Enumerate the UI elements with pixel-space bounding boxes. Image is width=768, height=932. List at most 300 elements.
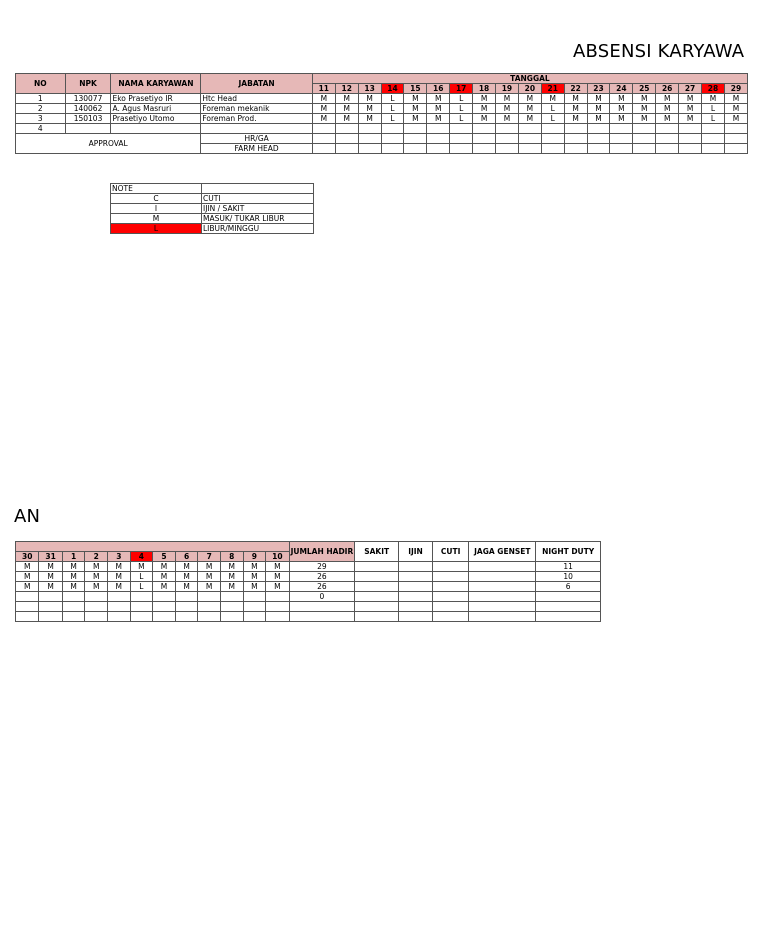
genset-value [469, 572, 536, 582]
attendance-cell: M [610, 114, 633, 124]
signature-cell [473, 134, 496, 144]
signature-cell [450, 134, 473, 144]
signature-cell [587, 134, 610, 144]
attendance-cell: L [702, 104, 725, 114]
employee-row [16, 104, 748, 114]
ijin-value [399, 562, 433, 572]
signature-cell [518, 134, 541, 144]
attendance-cell: M [358, 104, 381, 114]
attendance-cell: M [564, 94, 587, 104]
attendance-cell: M [427, 104, 450, 114]
attendance-cell: M [564, 114, 587, 124]
attendance-cell: M [587, 94, 610, 104]
attendance-cell: M [39, 562, 62, 572]
signature-cell [62, 612, 85, 622]
signature-cell [633, 144, 656, 154]
attendance-cell: M [518, 104, 541, 114]
attendance-cell: L [450, 94, 473, 104]
attendance-cell: M [153, 582, 176, 592]
attendance-cell: M [702, 94, 725, 104]
date-header: 25 [633, 84, 656, 94]
employee-no: 3 [16, 114, 66, 124]
header-jumlah-hadir: JUMLAH HADIR [289, 542, 355, 562]
employee-npk [65, 124, 111, 134]
attendance-cell: M [404, 94, 427, 104]
attendance-summary-table [15, 541, 601, 622]
note-desc: CUTI [202, 194, 314, 204]
header-jaga-genset: JAGA GENSET [469, 542, 536, 562]
date-header: 3 [108, 552, 131, 562]
employee-no: 1 [16, 94, 66, 104]
note-desc: LIBUR/MINGGU [202, 224, 314, 234]
signature-cell [153, 612, 176, 622]
attendance-cell [381, 124, 404, 134]
attendance-cell [427, 124, 450, 134]
attendance-cell: M [153, 562, 176, 572]
date-header: 9 [243, 552, 266, 562]
attendance-cell: M [130, 562, 153, 572]
attendance-cell: M [108, 572, 131, 582]
employee-jabatan [201, 124, 313, 134]
attendance-cell: M [633, 94, 656, 104]
attendance-cell: M [541, 94, 564, 104]
summary-empty-cell [469, 602, 536, 612]
date-header: 14 [381, 84, 404, 94]
note-row [111, 214, 314, 224]
attendance-cell [450, 124, 473, 134]
employee-row [16, 562, 601, 572]
employee-name: Prasetiyo Utomo [111, 114, 201, 124]
signature-cell [16, 602, 39, 612]
note-title: NOTE [111, 184, 202, 194]
date-header: 12 [335, 84, 358, 94]
attendance-cell: M [679, 104, 702, 114]
signature-cell [450, 144, 473, 154]
attendance-cell [656, 124, 679, 134]
attendance-cell [541, 124, 564, 134]
signature-cell [610, 134, 633, 144]
date-header: 1 [62, 552, 85, 562]
signature-cell [587, 144, 610, 154]
attendance-cell: M [633, 104, 656, 114]
employee-jabatan: Foreman mekanik [201, 104, 313, 114]
signature-cell [175, 602, 198, 612]
attendance-cell: M [724, 104, 747, 114]
signature-cell [266, 612, 289, 622]
attendance-cell [198, 592, 221, 602]
signature-cell [702, 144, 725, 154]
sakit-value [355, 592, 399, 602]
signature-cell [266, 602, 289, 612]
attendance-cell: M [724, 114, 747, 124]
attendance-cell: M [266, 572, 289, 582]
note-desc: MASUK/ TUKAR LIBUR [202, 214, 314, 224]
attendance-cell: M [587, 114, 610, 124]
attendance-cell: M [108, 582, 131, 592]
attendance-cell: M [335, 114, 358, 124]
header-row [16, 74, 748, 84]
attendance-cell [702, 124, 725, 134]
attendance-cell: M [633, 114, 656, 124]
note-row [111, 204, 314, 214]
attendance-cell: M [473, 94, 496, 104]
attendance-cell: M [656, 104, 679, 114]
approval-row [16, 602, 601, 612]
signature-cell [108, 602, 131, 612]
header-night-duty: NIGHT DUTY [536, 542, 601, 562]
attendance-cell: M [243, 582, 266, 592]
employee-row [16, 114, 748, 124]
attendance-cell: M [656, 94, 679, 104]
signature-cell [335, 134, 358, 144]
attendance-cell: M [724, 94, 747, 104]
approval-row [16, 134, 748, 144]
night-duty-value: 11 [536, 562, 601, 572]
date-header: 27 [679, 84, 702, 94]
date-header: 16 [427, 84, 450, 94]
date-header: 30 [16, 552, 39, 562]
employee-row [16, 124, 748, 134]
signature-cell [541, 134, 564, 144]
signature-cell [541, 144, 564, 154]
attendance-cell: M [175, 562, 198, 572]
attendance-cell: M [312, 94, 335, 104]
attendance-cell [312, 124, 335, 134]
signature-cell [610, 144, 633, 154]
summary-empty-cell [469, 612, 536, 622]
signature-cell [702, 134, 725, 144]
attendance-cell: M [610, 94, 633, 104]
signature-cell [312, 134, 335, 144]
attendance-cell: M [266, 562, 289, 572]
attendance-cell: M [427, 94, 450, 104]
attendance-cell: M [335, 94, 358, 104]
jumlah-hadir-value: 29 [289, 562, 355, 572]
signature-cell [633, 134, 656, 144]
attendance-cell: M [39, 582, 62, 592]
attendance-cell: M [358, 94, 381, 104]
signature-cell [16, 612, 39, 622]
attendance-cell: M [243, 562, 266, 572]
jumlah-hadir-value: 0 [289, 592, 355, 602]
attendance-cell: M [518, 94, 541, 104]
attendance-cell: M [62, 582, 85, 592]
date-header: 24 [610, 84, 633, 94]
signature-cell [381, 134, 404, 144]
signature-cell [358, 144, 381, 154]
attendance-cell [266, 592, 289, 602]
attendance-cell [404, 124, 427, 134]
signature-cell [39, 612, 62, 622]
night-duty-value: 10 [536, 572, 601, 582]
signature-cell [198, 612, 221, 622]
date-header: 22 [564, 84, 587, 94]
date-header: 18 [473, 84, 496, 94]
attendance-cell: L [381, 94, 404, 104]
attendance-cell: M [85, 572, 108, 582]
attendance-cell [62, 592, 85, 602]
attendance-cell [564, 124, 587, 134]
attendance-cell: M [312, 114, 335, 124]
date-header: 17 [450, 84, 473, 94]
attendance-cell [108, 592, 131, 602]
signature-cell [198, 602, 221, 612]
signature-cell [220, 602, 243, 612]
signature-cell [85, 602, 108, 612]
attendance-cell [130, 592, 153, 602]
date-header: 21 [541, 84, 564, 94]
summary-empty-cell [432, 612, 468, 622]
attendance-cell: M [266, 582, 289, 592]
date-header: 6 [175, 552, 198, 562]
approval-signer: HR/GA [201, 134, 313, 144]
date-header: 11 [312, 84, 335, 94]
header-jabatan: JABATAN [201, 74, 313, 94]
signature-cell [153, 602, 176, 612]
attendance-cell: L [450, 104, 473, 114]
attendance-cell: M [473, 114, 496, 124]
header-sakit: SAKIT [355, 542, 399, 562]
attendance-cell [518, 124, 541, 134]
attendance-cell: M [220, 582, 243, 592]
date-header: 2 [85, 552, 108, 562]
signature-cell [312, 144, 335, 154]
attendance-cell: M [220, 562, 243, 572]
note-row [111, 194, 314, 204]
attendance-cell [39, 592, 62, 602]
employee-jabatan: Htc Head [201, 94, 313, 104]
signature-cell [220, 612, 243, 622]
signature-cell [724, 144, 747, 154]
date-header: 20 [518, 84, 541, 94]
header-tanggal: TANGGAL [312, 74, 747, 84]
signature-cell [404, 134, 427, 144]
employee-name [111, 124, 201, 134]
signature-cell [679, 144, 702, 154]
date-header: 28 [702, 84, 725, 94]
jumlah-hadir-value: 26 [289, 572, 355, 582]
attendance-cell: L [702, 114, 725, 124]
summary-empty-cell [399, 602, 433, 612]
ijin-value [399, 582, 433, 592]
approval-signer: FARM HEAD [201, 144, 313, 154]
attendance-cell: M [220, 572, 243, 582]
ijin-value [399, 572, 433, 582]
attendance-cell: M [679, 94, 702, 104]
employee-row [16, 572, 601, 582]
attendance-cell: L [381, 104, 404, 114]
attendance-cell: M [679, 114, 702, 124]
sakit-value [355, 582, 399, 592]
attendance-cell: M [62, 562, 85, 572]
attendance-cell: L [541, 104, 564, 114]
attendance-cell: M [312, 104, 335, 114]
attendance-cell: M [16, 582, 39, 592]
attendance-cell: M [175, 572, 198, 582]
header-cuti: CUTI [432, 542, 468, 562]
attendance-cell [724, 124, 747, 134]
attendance-cell: M [85, 582, 108, 592]
header-nama-karyawan: NAMA KARYAWAN [111, 74, 201, 94]
summary-empty-cell [432, 602, 468, 612]
summary-empty-cell [289, 602, 355, 612]
employee-row [16, 94, 748, 104]
page-title: ABSENSI KARYAWA [573, 41, 745, 62]
attendance-table-right-part [15, 541, 601, 631]
summary-empty-cell [399, 612, 433, 622]
signature-cell [427, 134, 450, 144]
attendance-cell: L [130, 572, 153, 582]
approval-row [16, 612, 601, 622]
signature-cell [39, 602, 62, 612]
signature-cell [335, 144, 358, 154]
attendance-cell: M [610, 104, 633, 114]
summary-empty-cell [536, 602, 601, 612]
attendance-cell: M [656, 114, 679, 124]
attendance-cell: M [243, 572, 266, 582]
note-code: L [111, 224, 202, 234]
jumlah-hadir-value: 26 [289, 582, 355, 592]
signature-cell [564, 134, 587, 144]
sakit-value [355, 572, 399, 582]
attendance-cell: M [153, 572, 176, 582]
night-duty-value: 6 [536, 582, 601, 592]
signature-cell [243, 612, 266, 622]
attendance-cell [335, 124, 358, 134]
signature-cell [243, 602, 266, 612]
note-code: C [111, 194, 202, 204]
genset-value [469, 582, 536, 592]
genset-value [469, 592, 536, 602]
attendance-cell [473, 124, 496, 134]
signature-cell [404, 144, 427, 154]
header-ijin: IJIN [399, 542, 433, 562]
attendance-cell: L [381, 114, 404, 124]
attendance-cell: M [16, 562, 39, 572]
attendance-cell: M [564, 104, 587, 114]
signature-cell [679, 134, 702, 144]
employee-no: 2 [16, 104, 66, 114]
attendance-cell [175, 592, 198, 602]
signature-cell [130, 612, 153, 622]
ijin-value [399, 592, 433, 602]
header-tanggal-continued [16, 542, 290, 552]
attendance-cell: L [541, 114, 564, 124]
note-header-row [111, 184, 314, 194]
attendance-cell [679, 124, 702, 134]
attendance-cell [587, 124, 610, 134]
employee-name: Eko Prasetiyo IR [111, 94, 201, 104]
signature-cell [496, 144, 519, 154]
cuti-value [432, 572, 468, 582]
date-header: 23 [587, 84, 610, 94]
employee-row [16, 582, 601, 592]
attendance-cell: M [496, 104, 519, 114]
note-row [111, 224, 314, 234]
attendance-cell: M [39, 572, 62, 582]
attendance-cell: M [358, 114, 381, 124]
employee-npk: 140062 [65, 104, 111, 114]
attendance-cell: L [130, 582, 153, 592]
employee-no: 4 [16, 124, 66, 134]
attendance-cell: M [198, 582, 221, 592]
employee-jabatan: Foreman Prod. [201, 114, 313, 124]
header-row [16, 542, 601, 552]
attendance-cell [153, 592, 176, 602]
attendance-cell: M [473, 104, 496, 114]
employee-npk: 150103 [65, 114, 111, 124]
signature-cell [108, 612, 131, 622]
attendance-cell: M [85, 562, 108, 572]
date-header: 13 [358, 84, 381, 94]
attendance-cell [16, 592, 39, 602]
attendance-cell: M [496, 94, 519, 104]
signature-cell [564, 144, 587, 154]
note-desc: IJIN / SAKIT [202, 204, 314, 214]
page-title-continued: AN [14, 506, 41, 527]
employee-name: A. Agus Masruri [111, 104, 201, 114]
cuti-value [432, 592, 468, 602]
attendance-cell [610, 124, 633, 134]
date-header: 8 [220, 552, 243, 562]
legend-note [110, 183, 314, 234]
attendance-cell [243, 592, 266, 602]
signature-cell [473, 144, 496, 154]
attendance-cell: M [198, 562, 221, 572]
date-header: 26 [656, 84, 679, 94]
summary-empty-cell [355, 602, 399, 612]
signature-cell [381, 144, 404, 154]
note-code: M [111, 214, 202, 224]
attendance-cell [633, 124, 656, 134]
summary-empty-cell [355, 612, 399, 622]
attendance-table-left-part [15, 73, 748, 163]
genset-value [469, 562, 536, 572]
attendance-cell: M [175, 582, 198, 592]
note-code: I [111, 204, 202, 214]
signature-cell [724, 134, 747, 144]
date-header: 29 [724, 84, 747, 94]
attendance-cell: M [198, 572, 221, 582]
date-header: 4 [130, 552, 153, 562]
attendance-cell: M [427, 114, 450, 124]
attendance-cell [496, 124, 519, 134]
note-empty [202, 184, 314, 194]
attendance-cell [220, 592, 243, 602]
signature-cell [496, 134, 519, 144]
summary-empty-cell [289, 612, 355, 622]
attendance-cell: M [108, 562, 131, 572]
header-npk: NPK [65, 74, 111, 94]
signature-cell [175, 612, 198, 622]
signature-cell [656, 144, 679, 154]
attendance-cell: M [404, 104, 427, 114]
date-header: 31 [39, 552, 62, 562]
night-duty-value [536, 592, 601, 602]
date-header: 19 [496, 84, 519, 94]
employee-npk: 130077 [65, 94, 111, 104]
attendance-cell: M [496, 114, 519, 124]
cuti-value [432, 562, 468, 572]
attendance-cell: M [335, 104, 358, 114]
attendance-cell: M [518, 114, 541, 124]
attendance-cell: M [16, 572, 39, 582]
header-no: NO [16, 74, 66, 94]
summary-empty-cell [536, 612, 601, 622]
attendance-cell: M [62, 572, 85, 582]
attendance-cell [85, 592, 108, 602]
date-header: 15 [404, 84, 427, 94]
